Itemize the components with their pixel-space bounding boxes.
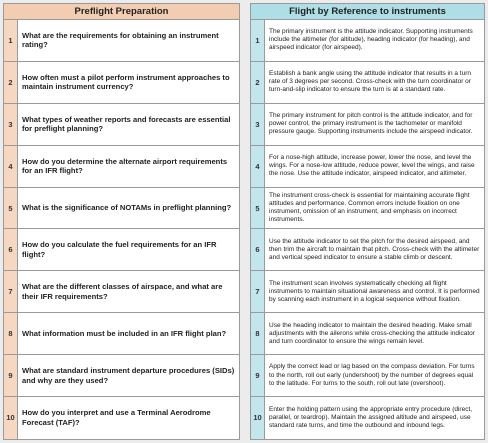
question-text: What are the different classes of airspace, and what are their IFR requirements?	[22, 282, 223, 301]
question-text: How do you calculate the fuel requirements for an IFR flight?	[22, 240, 217, 259]
question-text: How do you interpret and use a Terminal Aerodrome Forecast (TAF)?	[22, 408, 211, 427]
answer-text: Enter the holding pattern using the appropriate entry procedure (direct, parallel, or teardrop). Maintain the assigned altitude and airspeed, use standard rate turns, and time the outbound and inbound legs.	[269, 405, 473, 429]
row-number: 10	[251, 397, 265, 439]
row-number: 10	[4, 397, 18, 439]
answer-text: The primary instrument is the attitude indicator. Supporting instruments include the altimeter (for altitude), heading indicator (for heading), and airspeed indicator (for airspeed).	[269, 28, 473, 52]
answer-text: The instrument cross-check is essential for maintaining accurate flight attitudes and performance. Common errors include fixation on one instrument, omission of an instrument, and emphasis on incorrect instruments.	[269, 191, 470, 224]
list-item	[251, 271, 484, 313]
row-number: 9	[251, 355, 265, 396]
list-item	[4, 397, 239, 439]
list-item	[251, 20, 484, 62]
list-item	[4, 313, 239, 355]
answer-list	[251, 20, 484, 439]
answer-text: Use the attitude indicator to set the pitch for the desired airspeed, and then trim the aircraft to maintain that pitch. Cross-check with the altimeter and vertical speed indicator to ensure a stable climb or descent.	[269, 237, 480, 261]
list-item	[4, 271, 239, 313]
row-number: 7	[251, 271, 265, 312]
card-title: Preflight Preparation	[4, 4, 239, 20]
answer-text: The instrument scan involves systematically checking all flight instruments to maintain situational awareness and control. It is performed by scanning each instrument in a logical sequence without fixation.	[269, 279, 480, 303]
list-item	[251, 104, 484, 146]
row-number: 2	[251, 62, 265, 103]
question-text: What is the significance of NOTAMs in preflight planning?	[22, 203, 232, 213]
question-text: What types of weather reports and forecasts are essential for preflight planning?	[22, 114, 231, 134]
row-number: 6	[4, 229, 18, 270]
row-number: 1	[251, 20, 265, 61]
list-item	[4, 355, 239, 397]
list-item	[4, 62, 239, 104]
row-number: 1	[4, 20, 18, 61]
list-item	[4, 20, 239, 62]
list-item	[4, 188, 239, 230]
row-number: 4	[251, 146, 265, 187]
list-item	[251, 313, 484, 355]
row-number: 7	[4, 271, 18, 312]
list-item	[4, 146, 239, 188]
list-item	[4, 104, 239, 146]
list-item	[4, 229, 239, 271]
card-title: Flight by Reference to instruments	[251, 4, 484, 20]
list-item	[251, 188, 484, 230]
question-text: What are standard instrument departure procedures (SIDs) and why are they used?	[22, 365, 235, 385]
answer-text: Use the heading indicator to maintain the desired heading. Make small adjustments with the ailerons while cross-checking the attitude indicator and turn coordinator to ensure the wings remain level.	[269, 321, 475, 345]
row-number: 6	[251, 229, 265, 270]
row-number: 5	[4, 188, 18, 229]
answer-text: For a nose-high attitude, increase power, lower the nose, and level the wings. For a nose-low attitude, reduce power, level the wings, and raise the nose. Use the attitude indicator, airspeed indicator, and altimeter.	[269, 153, 475, 178]
list-item	[251, 62, 484, 104]
list-item	[251, 146, 484, 188]
row-number: 8	[251, 313, 265, 354]
row-number: 8	[4, 313, 18, 354]
row-number: 3	[4, 104, 18, 145]
row-number: 2	[4, 62, 18, 103]
question-list	[4, 20, 239, 439]
list-item	[251, 229, 484, 271]
question-text: What information must be included in an IFR flight plan?	[22, 328, 227, 338]
question-text: How often must a pilot perform instrument approaches to maintain instrument currency?	[22, 72, 230, 92]
row-number: 4	[4, 146, 18, 187]
row-number: 3	[251, 104, 265, 145]
question-text: How do you determine the alternate airport requirements for an IFR flight?	[22, 156, 228, 176]
list-item	[251, 397, 484, 439]
flight-by-reference-card	[250, 3, 485, 440]
list-item	[251, 355, 484, 397]
answer-text: The primary instrument for pitch control is the attitude indicator, and for power control, the primary instrument is the tachometer or manifold pressure gauge. Supporting instruments include the airspeed indicator.	[269, 112, 473, 136]
row-number: 5	[251, 188, 265, 229]
preflight-preparation-card	[3, 3, 240, 440]
answer-text: Establish a bank angle using the attitude indicator that results in a turn rate of 3 degrees per second. Cross-check with the turn coordinator or turn-and-slip indicator to ensure the turn is at a standard rate.	[269, 70, 471, 94]
question-text: What are the requirements for obtaining an instrument rating?	[22, 30, 219, 50]
answer-text: Apply the correct lead or lag based on the compass deviation. For turns to the north, roll out early (undershoot) by the number of degrees equal to the latitude. For turns to the south, roll out late (overshoot).	[269, 363, 475, 387]
row-number: 9	[4, 355, 18, 396]
